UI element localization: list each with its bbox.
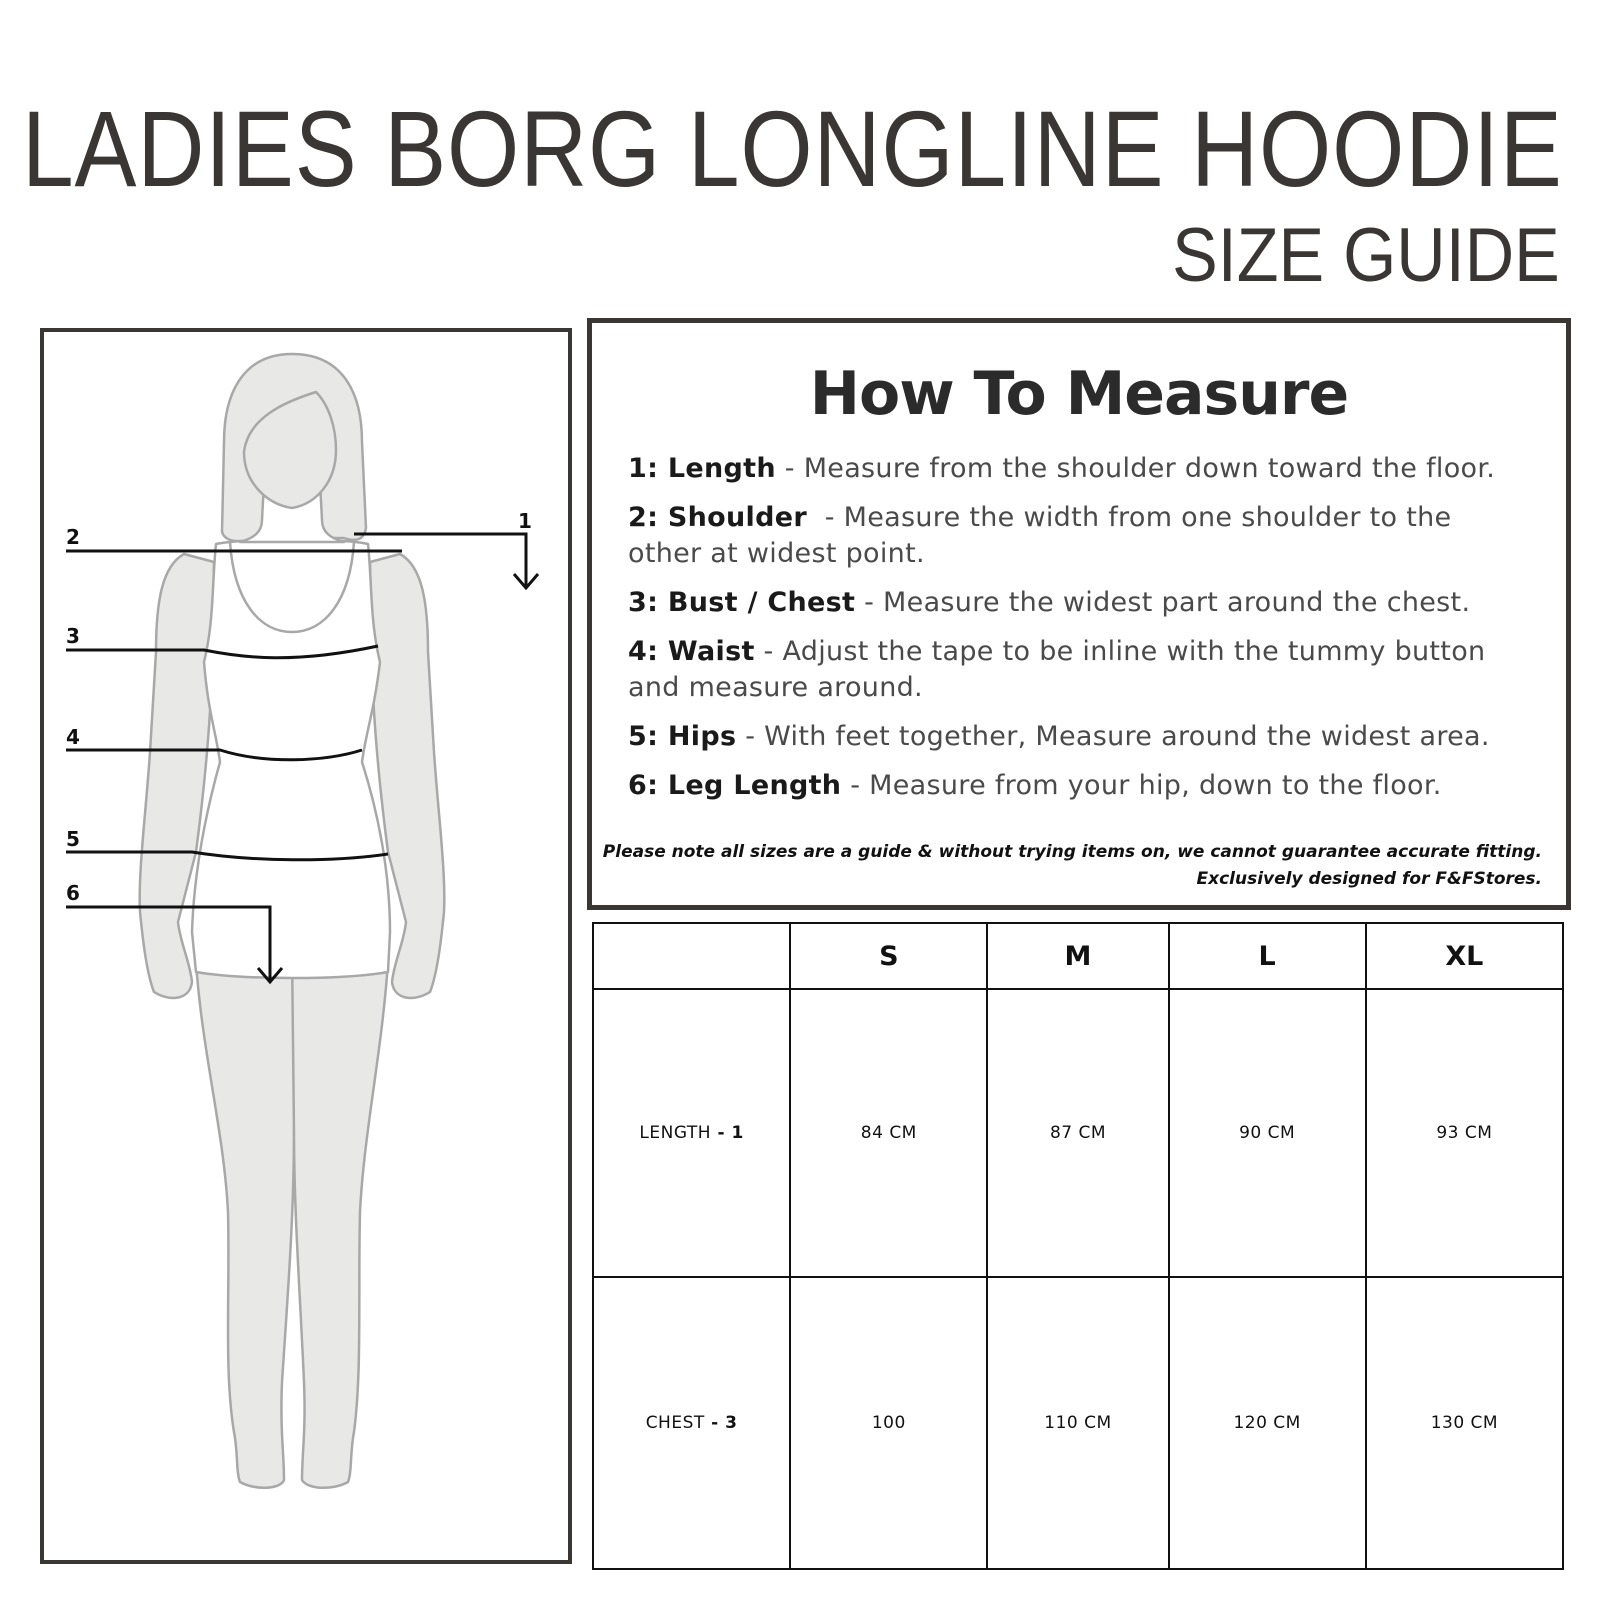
- right-leg-shape: [292, 952, 388, 1488]
- measure-step-chest: 3: Bust / Chest - Measure the widest part around the chest.: [628, 587, 1471, 618]
- size-chart-table: [592, 922, 1564, 1570]
- disclaimer-notes: [603, 839, 1542, 893]
- body-figure-illustration: [44, 332, 568, 1560]
- marker-1: 1: [518, 509, 532, 533]
- header-size-m: M: [987, 923, 1168, 989]
- chest-size-s: 100: [790, 1277, 987, 1569]
- measure-step-waist: 4: Waist - Adjust the tape to be inline with the tummy button and measure around.: [628, 636, 1486, 703]
- measure-steps-list: [628, 451, 1518, 817]
- row-label-length: LENGTH - 1: [593, 989, 790, 1277]
- chest-size-m: 110 CM: [987, 1277, 1168, 1569]
- page-subtitle: SIZE GUIDE: [1172, 213, 1560, 298]
- size-header-row: [593, 923, 1563, 989]
- length-size-xl: 93 CM: [1366, 989, 1563, 1277]
- left-leg-shape: [196, 952, 296, 1488]
- header-size-s: S: [790, 923, 987, 989]
- measure-step-length: 1: Length - Measure from the shoulder down toward the floor.: [628, 453, 1496, 484]
- marker-2: 2: [66, 525, 80, 549]
- length-size-m: 87 CM: [987, 989, 1168, 1277]
- how-to-measure-panel: [587, 318, 1571, 910]
- marker-4: 4: [66, 725, 80, 749]
- measure-step-leg-length: 6: Leg Length - Measure from your hip, down to the floor.: [628, 770, 1442, 801]
- marker-6: 6: [66, 881, 80, 905]
- table-row-length: [593, 989, 1563, 1277]
- header-size-l: L: [1169, 923, 1366, 989]
- marker-5: 5: [66, 827, 80, 851]
- length-size-s: 84 CM: [790, 989, 987, 1277]
- length-size-l: 90 CM: [1169, 989, 1366, 1277]
- measure-step-shoulder: 2: Shoulder - Measure the width from one shoulder to the other at widest point.: [628, 502, 1461, 569]
- page-title: LADIES BORG LONGLINE HOODIE: [22, 88, 1563, 209]
- chest-size-xl: 130 CM: [1366, 1277, 1563, 1569]
- body-figure-panel: [40, 328, 572, 1564]
- fit-disclaimer: Please note all sizes are a guide & without trying items on, we cannot guarantee accurate fitting.: [602, 842, 1542, 862]
- marker-3: 3: [66, 624, 80, 648]
- designer-credit: Exclusively designed for F&FStores.: [1196, 869, 1542, 889]
- row-label-chest: CHEST - 3: [593, 1277, 790, 1569]
- how-to-measure-title: How To Measure: [809, 359, 1349, 429]
- table-row-chest: [593, 1277, 1563, 1569]
- header-empty-cell: [593, 923, 790, 989]
- chest-size-l: 120 CM: [1169, 1277, 1366, 1569]
- header-size-xl: XL: [1366, 923, 1563, 989]
- measure-step-hips: 5: Hips - With feet together, Measure around the widest area.: [628, 721, 1490, 752]
